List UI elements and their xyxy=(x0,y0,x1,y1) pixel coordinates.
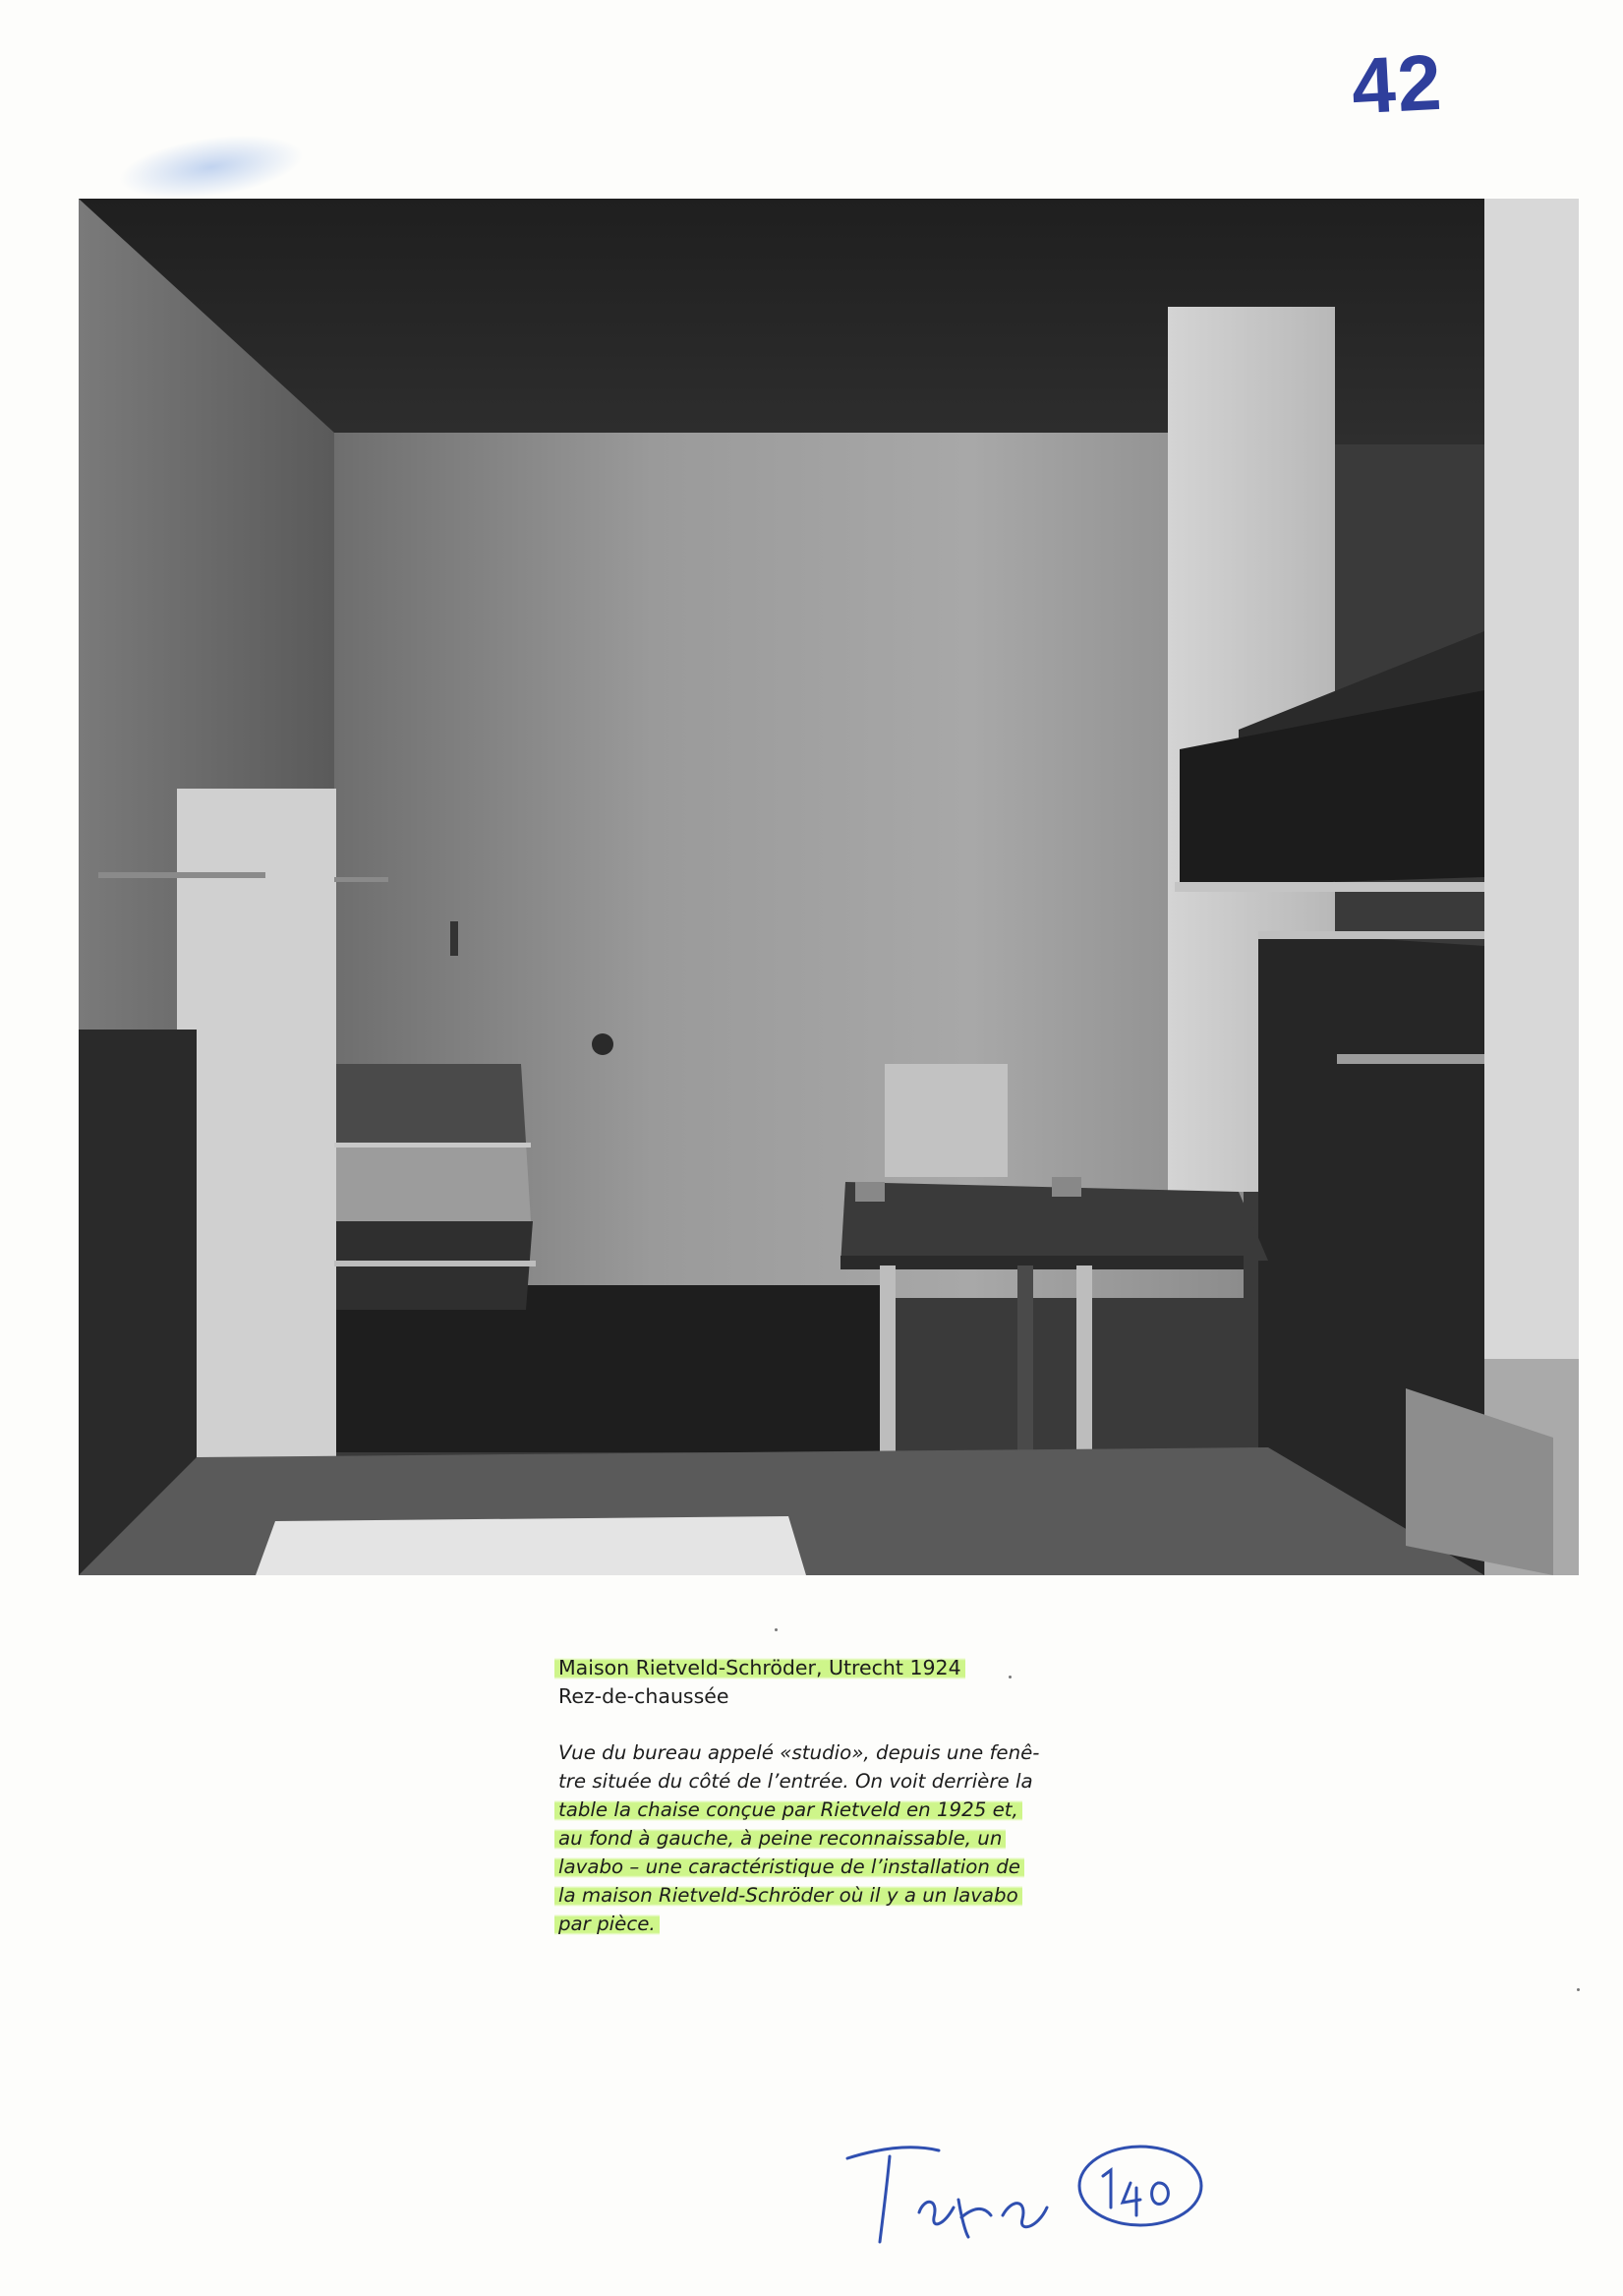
page-number: 42 xyxy=(1349,37,1446,131)
caption-title-line: Maison Rietveld-Schröder, Utrecht 1924 xyxy=(558,1654,1079,1682)
photo-caption xyxy=(558,1654,1079,1938)
caption-subtitle-line: Rez-de-chaussée xyxy=(558,1684,729,1708)
caption-body-line: au fond à gauche, à peine reconnaissable, un xyxy=(558,1824,1079,1853)
caption-body-line: Vue du bureau appelé «studio», depuis une fenê- xyxy=(558,1741,1040,1764)
caption-body-line: table la chaise conçue par Rietveld en 1925 et, xyxy=(558,1796,1079,1824)
interior-photograph xyxy=(79,199,1579,1575)
caption-body-line: tre située du côté de l’entrée. On voit derrière la xyxy=(558,1770,1033,1793)
handwritten-annotation xyxy=(845,2139,1258,2257)
caption-body-line: lavabo – une caractéristique de l’installation de xyxy=(558,1853,1079,1881)
caption-body-line: la maison Rietveld-Schröder où il y a un lavabo xyxy=(558,1881,1079,1910)
ink-smudge xyxy=(115,125,309,209)
caption-body-line: par pièce. xyxy=(558,1910,1079,1938)
